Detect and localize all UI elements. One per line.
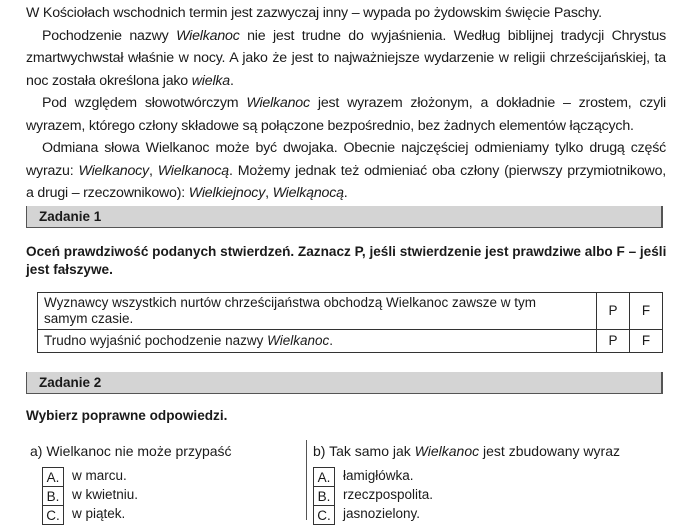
option-text: łamigłówka. <box>343 468 414 483</box>
reading-passage <box>26 2 666 205</box>
passage-line: wyrazem, którego człony składowe są połączone bezpośrednio, bez żadnych elementów łączących. <box>26 117 634 134</box>
option-letter-box: B. <box>313 486 335 506</box>
answer-p-option[interactable]: P <box>597 330 630 353</box>
passage-line: noc została określona jako wielka. <box>26 72 234 89</box>
option-letter-box: A. <box>313 467 335 487</box>
question-a: a) Wielkanoc nie może przypaść <box>30 443 232 459</box>
option-text: w kwietniu. <box>72 487 139 502</box>
option-letter-box: A. <box>42 467 64 487</box>
passage-line: zmartwychwstał właśnie w nocy. A jako że jest to najważniejsze wydarzenie w religii chrześcijańskiej, ta <box>26 50 666 66</box>
option-letter-box: C. <box>313 505 335 525</box>
task1-title: Zadanie 1 <box>39 209 102 224</box>
statement-cell: Trudno wyjaśnić pochodzenie nazwy Wielkanoc. <box>38 330 597 353</box>
true-false-table <box>37 292 663 353</box>
answer-p-option[interactable]: P <box>597 293 630 330</box>
passage-line: W Kościołach wschodnich termin jest zazwyczaj inny – wypada po żydowskim święcie Paschy. <box>26 5 602 21</box>
table-row <box>38 293 663 330</box>
option-text: w marcu. <box>72 468 127 483</box>
question-b: b) Tak samo jak Wielkanoc jest zbudowany wyraz <box>313 443 620 459</box>
answer-f-option[interactable]: F <box>630 330 663 353</box>
task2-instruction: Wybierz poprawne odpowiedzi. <box>26 408 228 423</box>
column-divider <box>306 440 307 520</box>
answer-f-option[interactable]: F <box>630 293 663 330</box>
table-row <box>38 330 663 353</box>
option-letter-box: B. <box>42 486 64 506</box>
passage-paragraph-wordformation: Pod względem słowotwórczym Wielkanoc jest wyrazem złożonym, a dokładnie – zrostem, czyli <box>42 95 666 111</box>
task2-header <box>26 372 663 394</box>
task1-instruction: Oceń prawdziwość podanych stwierdzeń. Zaznacz P, jeśli stwierdzenie jest prawdziwe albo F – jeśli jest fałszywe. <box>26 244 667 277</box>
statement-cell: Wyznawcy wszystkich nurtów chrześcijaństwa obchodzą Wielkanoc zawsze w tym samym czasie. <box>38 293 597 330</box>
option-letter-box: C. <box>42 505 64 525</box>
passage-paragraph-origin: Pochodzenie nazwy Wielkanoc nie jest trudne do wyjaśnienia. Według biblijnej tradycji Chrystus <box>42 27 666 44</box>
passage-line: a drugi – rzeczownikowo): Wielkiejnocy, Wielkąnocą. <box>26 185 348 201</box>
option-text: w piątek. <box>72 506 126 521</box>
option-text: jasnozielony. <box>343 506 421 521</box>
task2-title: Zadanie 2 <box>39 375 102 390</box>
option-text: rzeczpospolita. <box>343 487 434 502</box>
passage-line: wyrazu: Wielkanocy, Wielkanocą. Możemy jednak też odmieniać oba człony (pierwszy przymiotnikowo, <box>26 162 666 179</box>
passage-paragraph-inflection: Odmiana słowa Wielkanoc może być dwojaka. Obecnie najczęściej odmieniamy tylko drugą część <box>42 140 666 156</box>
task1-header <box>26 206 663 228</box>
